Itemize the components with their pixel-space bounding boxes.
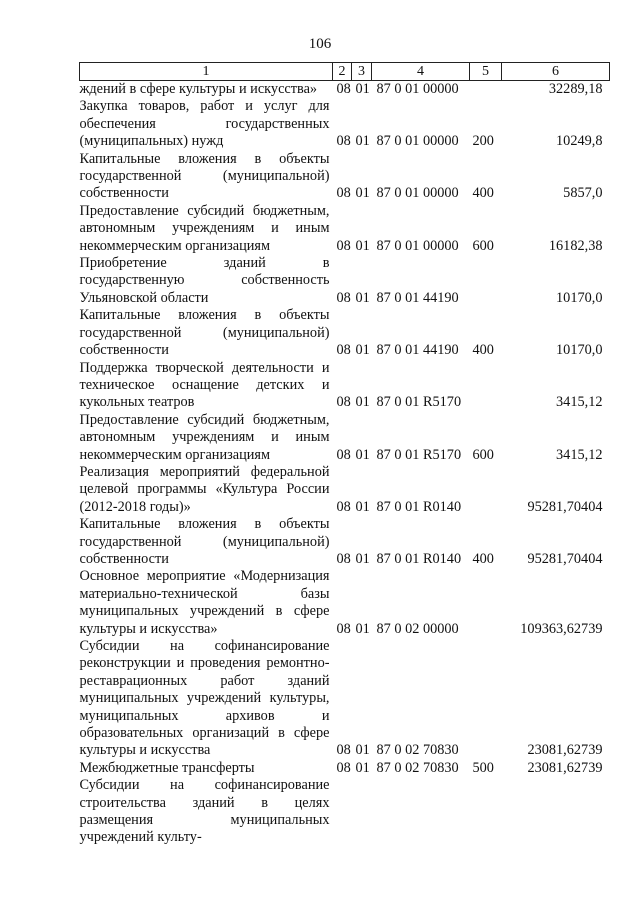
- table-body: [80, 81, 610, 847]
- row-expense-type: [470, 360, 502, 412]
- table-row: [80, 81, 610, 99]
- row-expense-type: 400: [472, 342, 494, 359]
- row-subsection: 01: [355, 446, 370, 463]
- row-amount: 95281,70404: [527, 498, 603, 515]
- row-expense-type: 200: [472, 133, 494, 150]
- table-row: [80, 760, 610, 777]
- row-subsection: 01: [355, 133, 370, 150]
- row-amount: [502, 777, 610, 847]
- table-row: [80, 464, 610, 516]
- column-header: 2: [333, 63, 352, 81]
- row-section: 08: [336, 620, 351, 637]
- row-subsection: 01: [355, 237, 370, 254]
- row-section: [333, 777, 352, 847]
- row-section: 08: [336, 498, 351, 515]
- row-subsection: 01: [355, 342, 370, 359]
- budget-table: [79, 62, 610, 847]
- column-header: 5: [470, 63, 502, 81]
- column-header: 6: [502, 63, 610, 81]
- column-header: 3: [352, 63, 372, 81]
- row-target-code: 87 0 01 R5170: [376, 394, 462, 411]
- table-row: [80, 777, 610, 847]
- row-section: 08: [336, 446, 351, 463]
- row-section: 08: [336, 742, 351, 759]
- table-row: [80, 98, 610, 150]
- row-amount: 32289,18: [548, 81, 603, 97]
- row-expense-type: [470, 464, 502, 516]
- row-name: Субсидии на софинансирование строительства зданий в целях размещения муниципальных учреждений культу-: [79, 777, 330, 846]
- row-name: Реализация мероприятий федеральной целевой программы «Культура России (2012-2018 годы)»: [79, 463, 330, 515]
- table-row: [80, 568, 610, 638]
- row-target-code: 87 0 01 R0140: [376, 498, 462, 515]
- row-target-code: 87 0 02 00000: [376, 620, 459, 637]
- row-target-code: 87 0 01 00000: [376, 237, 459, 254]
- row-subsection: 01: [355, 550, 370, 567]
- row-name: Капитальные вложения в объекты государственной (муниципальной) собственности: [79, 516, 330, 567]
- table-row: [80, 203, 610, 255]
- row-target-code: 87 0 01 44190: [376, 342, 459, 359]
- row-amount: 3415,12: [556, 394, 603, 411]
- row-subsection: 01: [355, 742, 370, 759]
- row-target-code: 87 0 01 00000: [376, 81, 459, 97]
- row-subsection: 01: [355, 185, 370, 202]
- row-amount: 16182,38: [548, 237, 603, 254]
- row-expense-type: 600: [472, 237, 494, 254]
- row-amount: 5857,0: [563, 185, 603, 202]
- row-expense-type: [470, 255, 502, 307]
- row-subsection: 01: [355, 620, 370, 637]
- row-expense-type: [470, 81, 502, 99]
- row-expense-type: [470, 638, 502, 760]
- row-name: Субсидии на софинансирование реконструкции и проведения ремонтно-реставрационных работ зданий муниципальных учреждений культуры, муниципальных архивов и образовательных организаций в сфере культуры и искусства: [79, 638, 330, 759]
- row-expense-type: [470, 777, 502, 847]
- row-amount: 3415,12: [556, 446, 603, 463]
- row-amount: 10249,8: [556, 133, 603, 150]
- row-amount: 109363,62739: [520, 620, 603, 637]
- row-subsection: 01: [355, 394, 370, 411]
- table-row: [80, 255, 610, 307]
- row-section: 08: [336, 342, 351, 359]
- row-name: Предоставление субсидий бюджетным, автономным учреждениям и иным некоммерческим организациям: [79, 202, 330, 254]
- row-target-code: 87 0 01 R5170: [376, 446, 462, 463]
- row-name: Приобретение зданий в государственную собственность Ульяновской области: [79, 255, 330, 306]
- row-subsection: 01: [355, 289, 370, 306]
- row-target-code: 87 0 01 00000: [376, 185, 459, 202]
- table-row: [80, 412, 610, 464]
- row-expense-type: 400: [472, 185, 494, 202]
- row-expense-type: 600: [472, 446, 494, 463]
- table-row: [80, 307, 610, 359]
- row-amount: 10170,0: [556, 289, 603, 306]
- row-name: Закупка товаров, работ и услуг для обеспечения государственных (муниципальных) нужд: [79, 98, 330, 150]
- row-expense-type: 500: [472, 759, 494, 776]
- row-target-code: [372, 777, 470, 847]
- column-header: 4: [372, 63, 470, 81]
- row-section: 08: [336, 81, 351, 97]
- row-target-code: 87 0 01 R0140: [376, 550, 462, 567]
- row-subsection: 01: [355, 759, 370, 776]
- row-name: Основное мероприятие «Модернизация материально-технической базы муниципальных учреждений в сфере культуры и искусства»: [79, 568, 330, 637]
- row-subsection: 01: [355, 498, 370, 515]
- row-expense-type: 400: [472, 550, 494, 567]
- row-subsection: [352, 777, 372, 847]
- column-header: 1: [80, 63, 333, 81]
- row-target-code: 87 0 02 70830: [376, 759, 459, 776]
- row-section: 08: [336, 759, 351, 776]
- table-row: [80, 638, 610, 760]
- row-amount: 23081,62739: [527, 759, 603, 776]
- row-name: ждений в сфере культуры и искусства»: [79, 81, 318, 97]
- row-expense-type: [470, 568, 502, 638]
- row-name: Межбюджетные трансферты: [79, 759, 255, 776]
- row-section: 08: [336, 185, 351, 202]
- row-section: 08: [336, 394, 351, 411]
- table-header-row: [80, 63, 610, 81]
- row-target-code: 87 0 01 44190: [376, 289, 459, 306]
- row-name: Поддержка творческой деятельности и техническое оснащение детских и кукольных театров: [79, 359, 330, 411]
- table-row: [80, 516, 610, 568]
- row-target-code: 87 0 01 00000: [376, 133, 459, 150]
- row-amount: 95281,70404: [527, 550, 603, 567]
- table-row: [80, 151, 610, 203]
- row-name: Предоставление субсидий бюджетным, автономным учреждениям и иным некоммерческим организациям: [79, 411, 330, 463]
- row-name: Капитальные вложения в объекты государственной (муниципальной) собственности: [79, 150, 330, 202]
- row-amount: 23081,62739: [527, 742, 603, 759]
- row-name: Капитальные вложения в объекты государственной (муниципальной) собственности: [79, 307, 330, 359]
- row-section: 08: [336, 237, 351, 254]
- row-amount: 10170,0: [556, 342, 603, 359]
- row-section: 08: [336, 550, 351, 567]
- page-number: 106: [308, 36, 332, 52]
- table-row: [80, 360, 610, 412]
- row-subsection: 01: [355, 81, 370, 97]
- row-section: 08: [336, 289, 351, 306]
- row-target-code: 87 0 02 70830: [376, 742, 459, 759]
- row-section: 08: [336, 133, 351, 150]
